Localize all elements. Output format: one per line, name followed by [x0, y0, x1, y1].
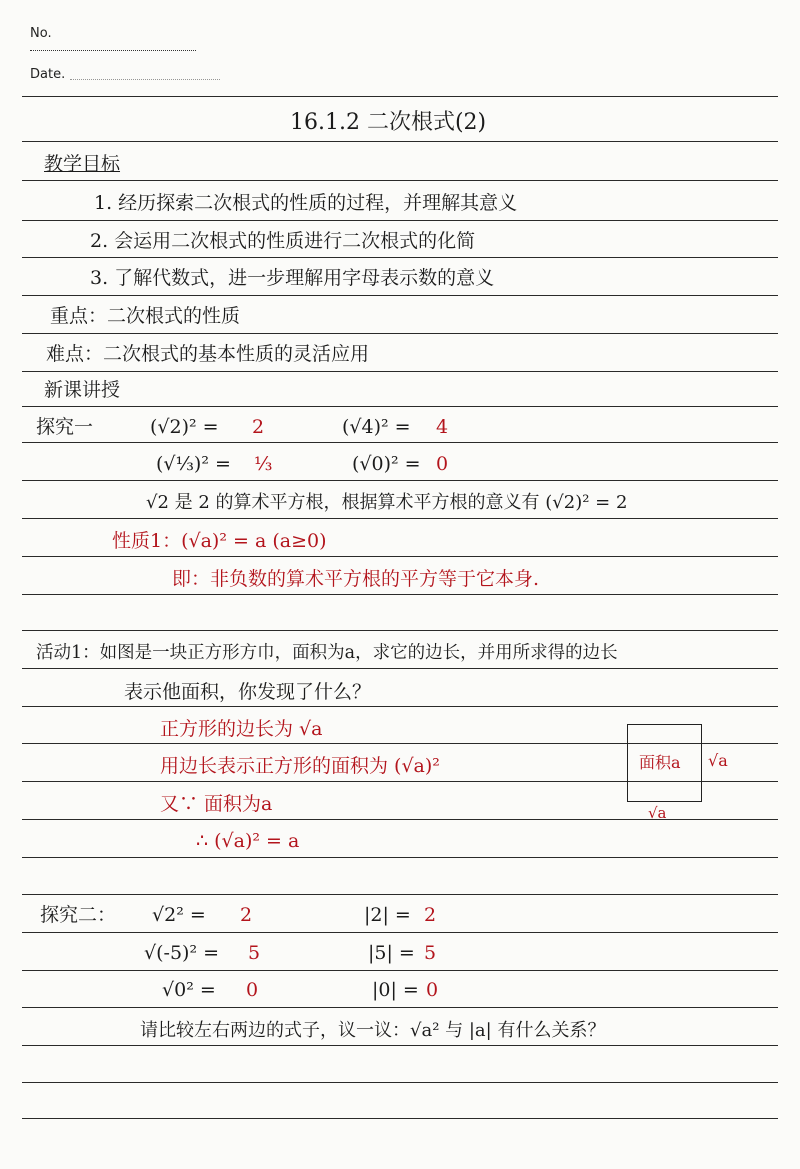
ruled-line — [22, 141, 778, 142]
activity1-line1: 活动1：如图是一块正方形方巾，面积为a，求它的边长，并用所求得的边长 — [36, 643, 618, 663]
goals-heading: 教学目标 — [44, 153, 121, 175]
no-label: No. — [30, 26, 52, 41]
key-point: 重点：二次根式的性质 — [50, 305, 241, 327]
explore1-eq1-rhs: 2 — [252, 416, 265, 438]
ruled-line — [22, 1118, 778, 1119]
square-side-right-label: √a — [708, 751, 728, 770]
activity1-answer-3: 又∵ 面积为a — [160, 793, 273, 815]
goal-item-3: 3. 了解代数式，进一步理解用字母表示数的意义 — [90, 267, 495, 289]
explore2-eq2-lhs: √(-5)² = — [144, 942, 220, 964]
ruled-line — [22, 1007, 778, 1008]
square-area-label: 面积a — [639, 753, 681, 772]
ruled-line — [22, 1082, 778, 1083]
explore2-label: 探究二： — [40, 904, 117, 926]
ruled-line — [22, 1045, 778, 1046]
page-title: 16.1.2 二次根式(2) — [290, 110, 487, 135]
new-lesson-heading: 新课讲授 — [44, 379, 121, 401]
date-label: Date. — [30, 67, 66, 82]
ruled-line — [22, 932, 778, 933]
explore2-abs2-lhs: |5| = — [368, 942, 415, 964]
ruled-line — [22, 295, 778, 296]
ruled-line — [22, 371, 778, 372]
ruled-line — [22, 857, 778, 858]
explore2-abs1-lhs: |2| = — [364, 904, 411, 926]
explore1-eq2-rhs: 4 — [436, 416, 449, 438]
ruled-line — [22, 894, 778, 895]
ruled-line — [22, 220, 778, 221]
ruled-line — [22, 556, 778, 557]
explore1-label: 探究一 — [36, 416, 94, 438]
ruled-line — [22, 406, 778, 407]
goal-item-1: 1. 经历探索二次根式的性质的过程，并理解其意义 — [94, 192, 518, 214]
explore1-eq3-lhs: (√⅓)² = — [156, 453, 231, 475]
square-side-bottom-label: √a — [648, 804, 667, 822]
date-dotted-line — [70, 79, 220, 80]
ruled-line — [22, 594, 778, 595]
activity1-line2: 表示他面积，你发现了什么？ — [124, 681, 372, 703]
ruled-line — [22, 442, 778, 443]
ruled-line — [22, 180, 778, 181]
explore1-eq4-lhs: (√0)² = — [352, 453, 421, 475]
activity1-answer-2: 用边长表示正方形的面积为 (√a)² — [160, 755, 440, 777]
explore2-question: 请比较左右两边的式子，议一议：√a² 与 |a| 有什么关系？ — [140, 1020, 606, 1041]
explore1-eq1-lhs: (√2)² = — [150, 416, 219, 438]
property-1-meaning: 即：非负数的算术平方根的平方等于它本身. — [172, 568, 540, 590]
explore2-eq1-rhs: 2 — [240, 904, 253, 926]
explore1-eq3-rhs: ⅓ — [254, 453, 273, 475]
goal-item-2: 2. 会运用二次根式的性质进行二次根式的化简 — [90, 230, 476, 252]
explore1-eq2-lhs: (√4)² = — [342, 416, 411, 438]
ruled-line — [22, 630, 778, 631]
ruled-line — [22, 518, 778, 519]
ruled-line — [22, 706, 778, 707]
explore2-eq3-rhs: 0 — [246, 979, 259, 1001]
ruled-line — [22, 480, 778, 481]
explore2-abs3-rhs: 0 — [426, 979, 439, 1001]
ruled-line — [22, 668, 778, 669]
ruled-line — [22, 333, 778, 334]
explore1-eq4-rhs: 0 — [436, 453, 449, 475]
ruled-line — [22, 257, 778, 258]
explore1-statement: √2 是 2 的算术平方根，根据算术平方根的意义有 (√2)² = 2 — [146, 492, 628, 513]
explore2-abs2-rhs: 5 — [424, 942, 437, 964]
difficulty: 难点：二次根式的基本性质的灵活应用 — [46, 343, 370, 365]
property-1: 性质1：(√a)² = a (a≥0) — [112, 530, 327, 552]
activity1-answer-4: ∴ (√a)² = a — [196, 830, 300, 852]
activity1-answer-1: 正方形的边长为 √a — [160, 718, 323, 740]
explore2-abs1-rhs: 2 — [424, 904, 437, 926]
ruled-line — [22, 96, 778, 97]
explore2-abs3-lhs: |0| = — [372, 979, 419, 1001]
explore2-eq3-lhs: √0² = — [162, 979, 216, 1001]
no-dotted-line — [30, 50, 196, 51]
explore2-eq1-lhs: √2² = — [152, 904, 206, 926]
ruled-line — [22, 970, 778, 971]
explore2-eq2-rhs: 5 — [248, 942, 261, 964]
